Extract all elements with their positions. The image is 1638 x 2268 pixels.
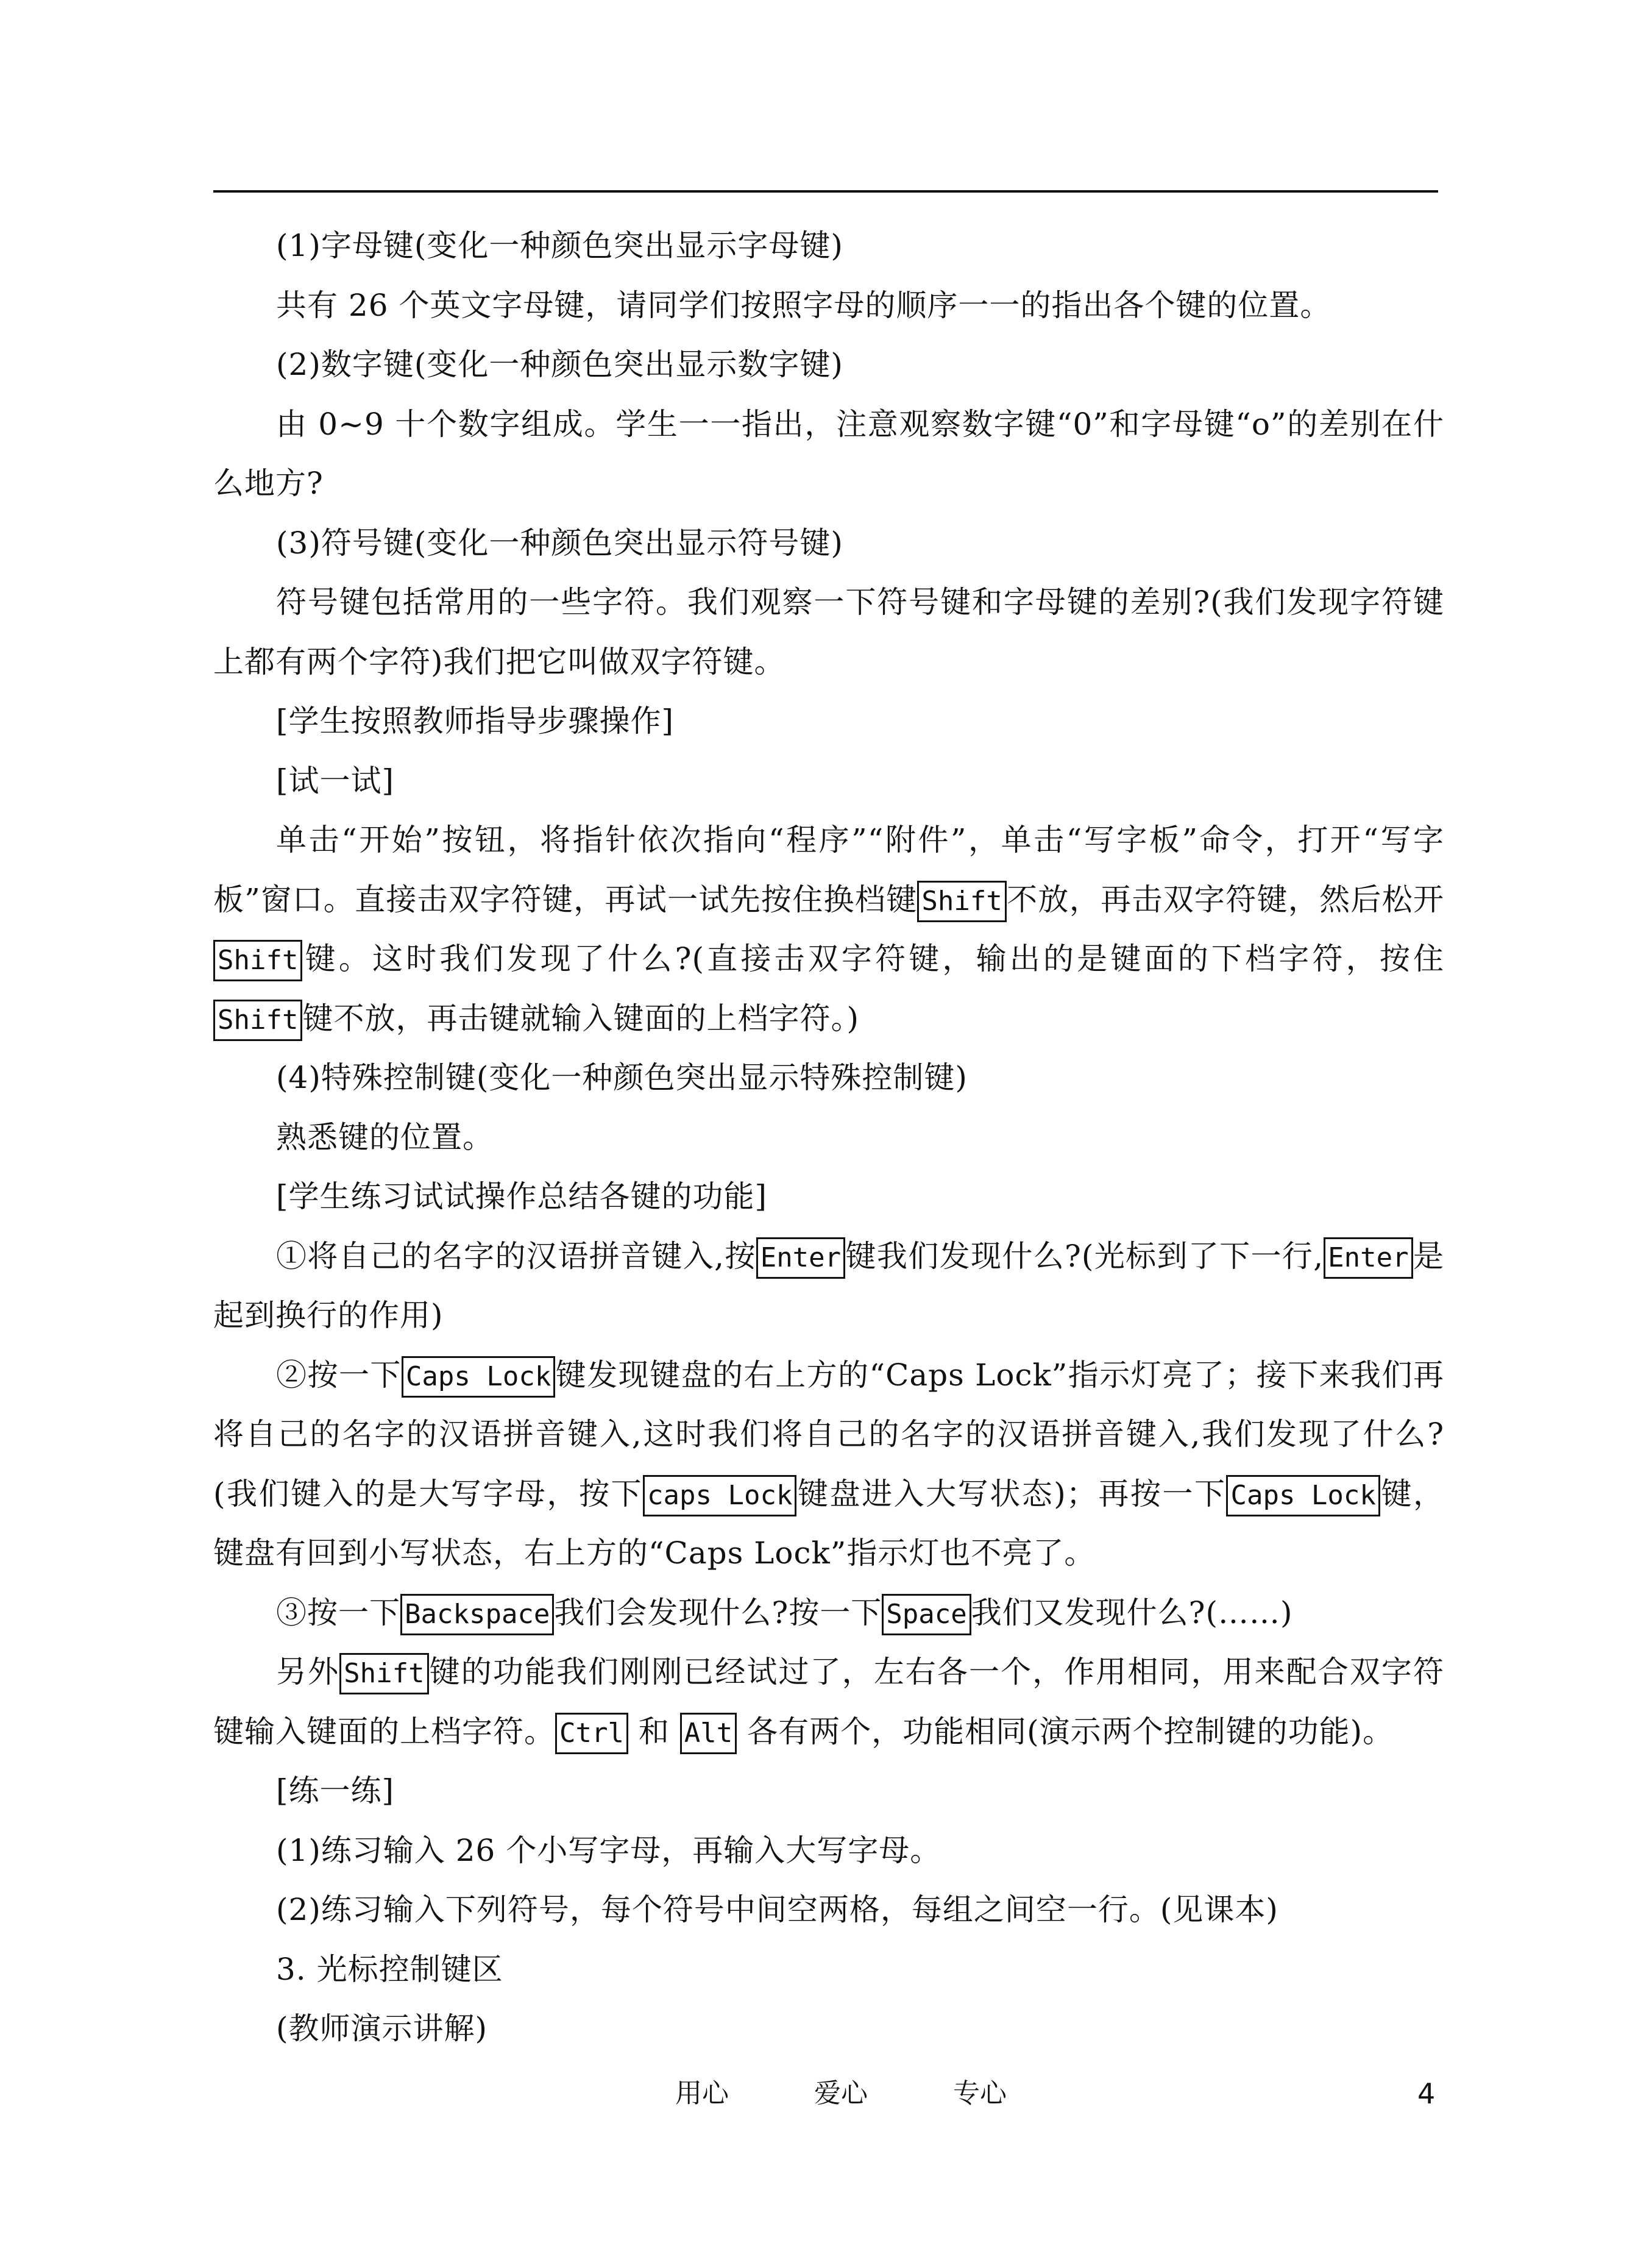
text-span: 我们会发现什么?按一下: [554, 1594, 882, 1630]
header-rule: [213, 190, 1438, 193]
heading-letter-keys: (1)字母键(变化一种颜色突出显示字母键): [276, 228, 843, 263]
heading-symbol-keys: (3)符号键(变化一种颜色突出显示符号键): [276, 525, 843, 561]
page-number: 4: [1417, 2077, 1436, 2110]
caps-lock-key-label: Caps Lock: [1226, 1475, 1380, 1516]
paragraph-backspace-space: [213, 1584, 1444, 1643]
space-key-label: Space: [882, 1594, 971, 1635]
text-span: 我们又发现什么?(……): [971, 1594, 1293, 1630]
text-span: 键盘进入大写状态)；再按一下: [796, 1476, 1227, 1512]
text-span: 键的功能我们刚刚已经试过了，左右各一个，作用相同，用来配合双字符键输入键面的上档字符。: [213, 1654, 1445, 1749]
alt-key-label: Alt: [680, 1713, 737, 1754]
backspace-key-label: Backspace: [400, 1594, 554, 1635]
note-teacher-demo: (教师演示讲解): [276, 2011, 488, 2046]
footer-motto-item: 专心: [953, 2078, 1007, 2109]
text-span: 不放，再击双字符键，然后松开: [1006, 881, 1444, 917]
note-student-steps: [学生按照教师指导步骤操作]: [276, 703, 675, 739]
caps-lock-key-label: caps Lock: [643, 1475, 796, 1516]
text-span: 是起到换行的作用): [213, 1238, 1444, 1333]
text-span: 单击“开始”按钮，将指针依次指向“程序”“附件”，单击“写字板”命令，打开“写字板”窗口。直接击双字符键，再试一试先按住换档键: [213, 822, 1444, 917]
note-practice: [练一练]: [276, 1773, 395, 1808]
paragraph-key-positions: 熟悉键的位置。: [276, 1119, 494, 1155]
caps-lock-key-label: Caps Lock: [402, 1356, 555, 1398]
enter-key-label: Enter: [1324, 1237, 1413, 1279]
text-span: 键我们发现什么?(光标到了下一行,: [845, 1238, 1324, 1274]
text-span: ②按一下: [276, 1357, 402, 1393]
text-span: 键发现键盘的右上方的“Caps Lock”指示灯亮了；接下来我们再将自己的名字的汉语拼音键入,这时我们将自己的名字的汉语拼音键入,我们发现了什么?(我们键入的是大写字母，按下: [213, 1357, 1444, 1512]
heading-number-keys: (2)数字键(变化一种颜色突出显示数字键): [276, 347, 843, 382]
text-span: 另外: [276, 1654, 340, 1690]
text-span: 键。这时我们发现了什么?(直接击双字符键，输出的是键面的下档字符，按住: [302, 941, 1444, 976]
shift-key-label: Shift: [917, 881, 1006, 922]
heading-cursor-keys: 3. 光标控制键区: [276, 1951, 503, 1987]
footer-motto-item: 爱心: [814, 2078, 868, 2109]
shift-key-label: Shift: [213, 1000, 302, 1041]
text-span: ①将自己的名字的汉语拼音键入,按: [276, 1238, 756, 1274]
paragraph-letter-keys: 共有 26 个英文字母键，请同学们按照字母的顺序一一的指出各个键的位置。: [276, 287, 1331, 323]
paragraph-enter-key: [213, 1227, 1444, 1346]
text-span: 键，键盘有回到小写状态，右上方的“Caps Lock”指示灯也不亮了。: [213, 1476, 1444, 1571]
text-span: ③按一下: [276, 1594, 400, 1630]
text-span: 和: [628, 1713, 680, 1749]
paragraph-caps-lock: [213, 1346, 1444, 1584]
note-try-it: [试一试]: [276, 763, 395, 798]
document-body: [213, 216, 1444, 2059]
paragraph-number-keys: 由 0~9 十个数字组成。学生一一指出，注意观察数字键“0”和字母键“o”的差别在什么地方?: [213, 406, 1444, 501]
exercise-1: (1)练习输入 26 个小写字母，再输入大写字母。: [276, 1832, 941, 1868]
ctrl-key-label: Ctrl: [555, 1713, 628, 1754]
footer-motto-item: 用心: [675, 2078, 729, 2109]
paragraph-symbol-keys: 符号键包括常用的一些字符。我们观察一下符号键和字母键的差别?(我们发现字符键上都有两个字符)我们把它叫做双字符键。: [213, 585, 1444, 680]
shift-key-label: Shift: [339, 1653, 428, 1694]
footer-motto: [675, 2075, 1007, 2112]
text-span: 各有两个，功能相同(演示两个控制键的功能)。: [737, 1713, 1394, 1749]
text-span: 键不放，再击键就输入键面的上档字符。): [302, 1000, 859, 1036]
paragraph-shift-ctrl-alt: [213, 1643, 1444, 1761]
paragraph-wordpad-shift: [213, 811, 1444, 1048]
note-student-practice: [学生练习试试操作总结各键的功能]: [276, 1179, 768, 1214]
enter-key-label: Enter: [756, 1237, 845, 1279]
heading-special-keys: (4)特殊控制键(变化一种颜色突出显示特殊控制键): [276, 1060, 968, 1095]
exercise-2: (2)练习输入下列符号，每个符号中间空两格，每组之间空一行。(见课本): [276, 1892, 1278, 1927]
shift-key-label: Shift: [213, 940, 302, 981]
